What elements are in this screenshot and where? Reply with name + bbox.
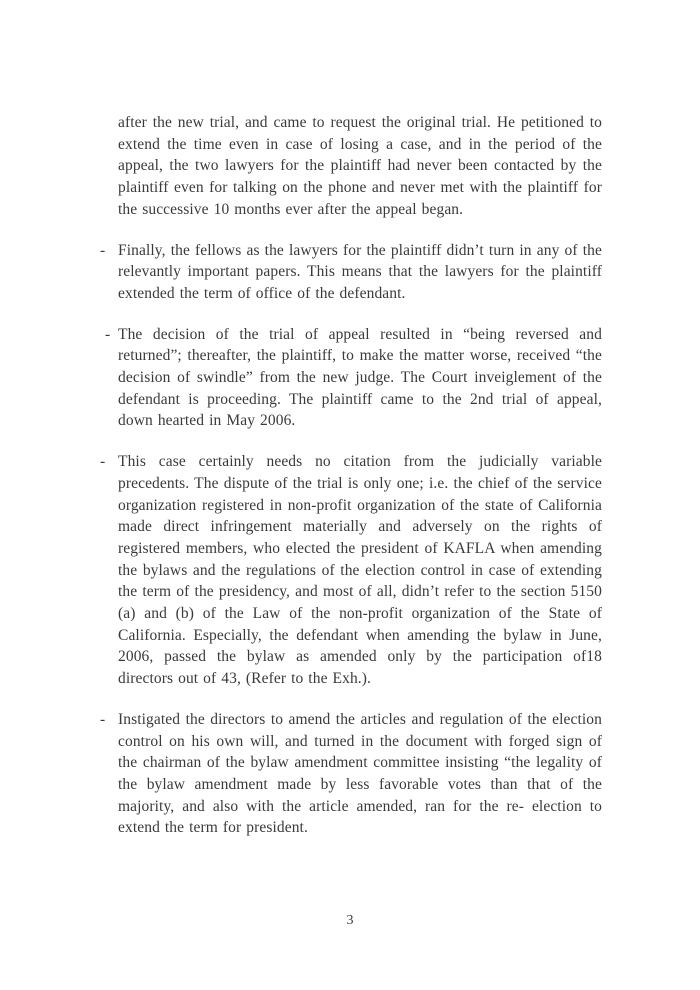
paragraph-text: This case certainly needs no citation from the judicially variable precedents. The dispute of the trial is only one; i.e. the chief of the service organization registered in non-profit organization of the state of California made direct infringement materially and adversely on the rights of registered members, who elected the president of KAFLA when amending the bylaws and the regulations of the election control in case of extending the term of the presidency, and most of all, didn’t refer to the section 5150 (a) and (b) of the Law of the non-profit organization of the State of California. Especially, the defendant when amending the bylaw in June, 2006, passed the bylaw as amended only by the participation of18 directors out of 43, (Refer to the Exh.). (118, 453, 602, 688)
paragraph-text: Finally, the fellows as the lawyers for the plaintiff didn’t turn in any of the relevantly important papers. This means that the lawyers for the plaintiff extended the term of office of the defendant. (118, 241, 602, 302)
paragraph (100, 240, 602, 305)
bullet-dash: - (100, 453, 106, 471)
bullet-dash: - (105, 325, 111, 343)
paragraph-text: The decision of the trial of appeal resulted in “being reversed and returned”; thereafter, the plaintiff, to make the matter worse, received “the decision of swindle” from the new judge. The Court inveiglement of the defendant is proceeding. The plaintiff came to the 2nd trial of appeal, down hearted in May 2006. (118, 325, 602, 430)
page-number: 3 (346, 913, 354, 928)
bullet-dash: - (100, 241, 106, 259)
paragraph (100, 709, 602, 839)
bullet-dash: - (100, 710, 106, 728)
paragraph (118, 112, 602, 221)
document-body (0, 112, 700, 858)
paragraph-text: after the new trial, and came to request the original trial. He petitioned to extend the time even in case of losing a case, and in the period of the appeal, the two lawyers for the plaintiff had never been contacted by the plaintiff even for talking on the phone and never met with the plaintiff for the successive 10 months ever after the appeal began. (118, 114, 602, 218)
paragraph (105, 324, 602, 433)
paragraph (100, 451, 602, 690)
paragraph-text: Instigated the directors to amend the articles and regulation of the election control on his own will, and turned in the document with forged sign of the chairman of the bylaw amendment committee insisting “the legality of the bylaw amendment made by less favorable votes than that of the majority, and also with the article amended, ran for the re- election to extend the term for president. (118, 710, 602, 837)
